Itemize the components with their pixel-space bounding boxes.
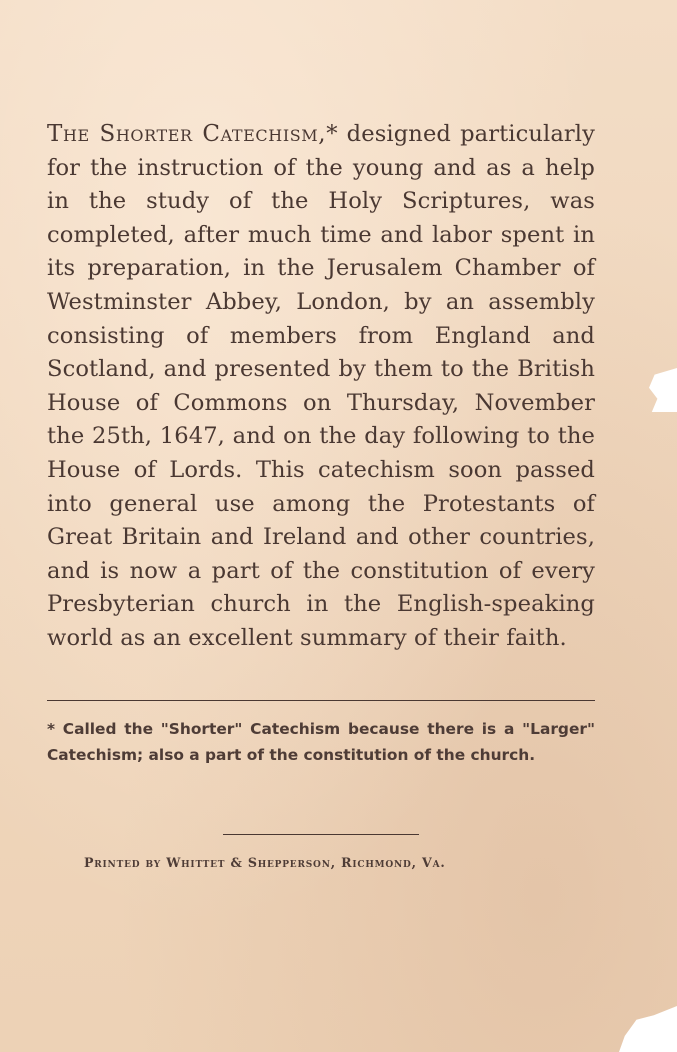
catechism-title-smallcaps: The Shorter Catechism, xyxy=(47,121,327,147)
torn-edge-notch xyxy=(649,368,677,412)
imprint-divider xyxy=(223,834,419,835)
torn-corner xyxy=(619,1006,677,1052)
main-paragraph xyxy=(47,118,595,656)
footnote-divider xyxy=(47,700,595,701)
footnote: * Called the "Shorter" Catechism because there is a "Larger" Catechism; also a part of the constitution of the church. xyxy=(47,720,595,764)
printer-imprint: Printed by Whittet & Shepperson, Richmond, Va. xyxy=(84,855,446,870)
main-paragraph-body: * designed particularly for the instruction of the young and as a help in the study of the Holy Scriptures, was completed, after much time and labor spent in its preparation, in the Jerusalem Chamber of Westminster Abbey, London, by an assembly consisting of members from England and Scotland, and presented by them to the British House of Commons on Thursday, November the 25th, 1647, and on the day following to the House of Lords. This catechism soon passed into general use among the Protestants of Great Britain and Ireland and other countries, and is now a part of the constitution of every Presbyterian church in the English-speaking world as an excellent summary of their faith. xyxy=(47,121,595,651)
